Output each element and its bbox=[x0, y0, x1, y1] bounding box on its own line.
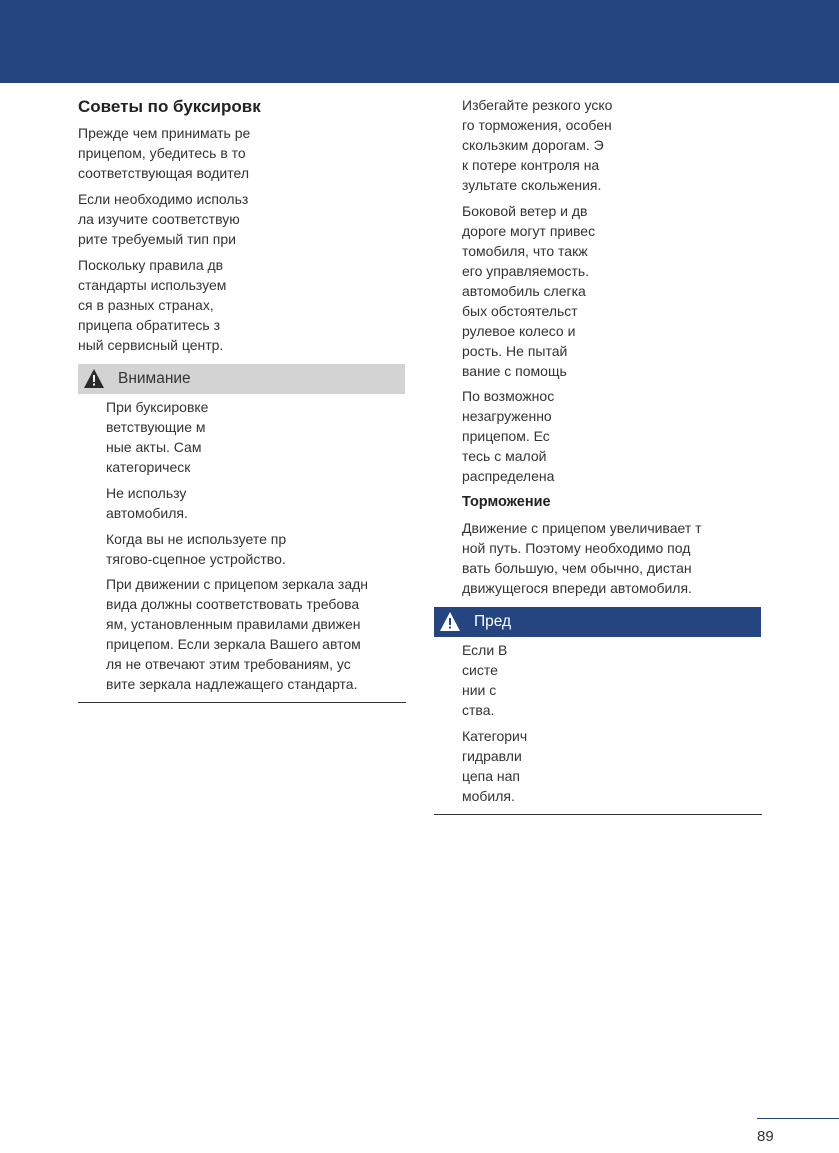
notice-line: систе bbox=[462, 662, 498, 678]
footer-rule bbox=[757, 1118, 839, 1119]
text-line: Прежде чем принимать ре bbox=[78, 125, 251, 141]
text-line: к потере контроля на bbox=[462, 157, 600, 173]
text-line: Поскольку правила дв bbox=[78, 257, 224, 273]
text-line: ной путь. Поэтому необходимо под bbox=[462, 540, 691, 556]
text-line: Избегайте резкого уско bbox=[462, 97, 613, 113]
text-line: Боковой ветер и дв bbox=[462, 203, 588, 219]
notice-line: ные акты. Сам bbox=[106, 439, 202, 455]
text-line: распределена bbox=[462, 468, 555, 484]
text-line: По возможнос bbox=[462, 388, 555, 404]
text-line: движущегося впереди автомобиля. bbox=[462, 580, 692, 596]
text-line: тесь с малой bbox=[462, 448, 547, 464]
text-line: его управляемость. bbox=[462, 263, 590, 279]
notice-line: ветствующие м bbox=[106, 419, 206, 435]
notice-line: вите зеркала надлежащего стандарта. bbox=[106, 676, 358, 692]
warning-label: Пред bbox=[474, 613, 512, 630]
text-line: стандарты используем bbox=[78, 277, 227, 293]
caution-label: Внимание bbox=[118, 370, 191, 387]
text-line: дороге могут привес bbox=[462, 223, 596, 239]
section-title: Советы по буксировк bbox=[78, 97, 261, 116]
caution-notice-header bbox=[78, 364, 405, 394]
notice-line: автомобиля. bbox=[106, 505, 188, 521]
notice-line: Не использу bbox=[106, 485, 187, 501]
text-line: ный сервисный центр. bbox=[78, 337, 224, 353]
text-line: рулевое колесо и bbox=[462, 323, 576, 339]
header-band bbox=[0, 0, 839, 83]
notice-line: Категорич bbox=[462, 728, 528, 744]
notice-line: нии с bbox=[462, 682, 497, 698]
notice-line: Если В bbox=[462, 642, 508, 658]
text-line: Если необходимо использ bbox=[78, 191, 249, 207]
text-line: автомобиль слегка bbox=[462, 283, 586, 299]
notice-line: гидравли bbox=[462, 748, 522, 764]
notice-line: При буксировке bbox=[106, 399, 209, 415]
text-line: рите требуемый тип при bbox=[78, 231, 236, 247]
text-line: вать большую, чем обычно, дистан bbox=[462, 560, 692, 576]
warning-notice-header bbox=[434, 607, 761, 637]
text-line: прицепа обратитесь з bbox=[78, 317, 221, 333]
text-line: рость. Не пытай bbox=[462, 343, 568, 359]
notice-end-rule bbox=[78, 702, 406, 703]
notice-end-rule bbox=[434, 814, 762, 815]
text-line: ся в разных странах, bbox=[78, 297, 214, 313]
text-line: прицепом. Ес bbox=[462, 428, 550, 444]
text-line: ла изучите соответствую bbox=[78, 211, 240, 227]
notice-line: ям, установленным правилами движен bbox=[106, 616, 361, 632]
notice-line: Когда вы не используете пр bbox=[106, 531, 287, 547]
text-line: прицепом, убедитесь в то bbox=[78, 145, 246, 161]
text-line: томобиля, что такж bbox=[462, 243, 588, 259]
text-line: зультате скольжения. bbox=[462, 177, 602, 193]
notice-line: категорическ bbox=[106, 459, 191, 475]
warning-triangle-icon bbox=[83, 368, 105, 389]
text-line: соответствующая водител bbox=[78, 165, 250, 181]
notice-line: При движении с прицепом зеркала задн bbox=[106, 576, 369, 592]
braking-heading: Торможение bbox=[462, 494, 551, 510]
notice-line: вида должны соответствовать требова bbox=[106, 596, 360, 612]
text-line: вание с помощь bbox=[462, 363, 567, 379]
page-number: 89 bbox=[757, 1128, 774, 1145]
text-line: го торможения, особен bbox=[462, 117, 612, 133]
notice-line: цепа нап bbox=[462, 768, 521, 784]
text-line: скользким дорогам. Э bbox=[462, 137, 604, 153]
notice-line: тягово-сцепное устройство. bbox=[106, 551, 286, 567]
notice-line: прицепом. Если зеркала Вашего автом bbox=[106, 636, 361, 652]
warning-triangle-icon bbox=[439, 611, 461, 632]
text-line: бых обстоятельст bbox=[462, 303, 578, 319]
notice-line: ства. bbox=[462, 702, 495, 718]
notice-line: мобиля. bbox=[462, 788, 515, 804]
text-line: незагруженно bbox=[462, 408, 552, 424]
notice-line: ля не отвечают этим требованиям, ус bbox=[106, 656, 351, 672]
text-line: Движение с прицепом увеличивает т bbox=[462, 520, 702, 536]
